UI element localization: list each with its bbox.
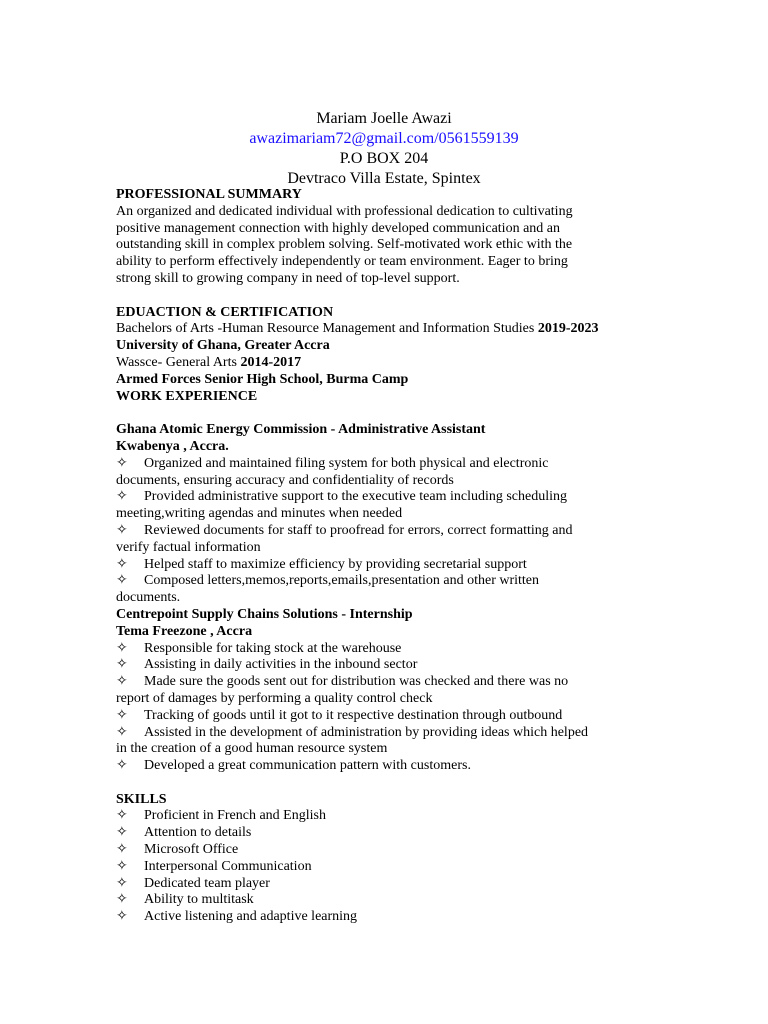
skill-item [116, 909, 656, 926]
summary-line: An organized and dedicated individual with professional dedication to cultivating [116, 203, 573, 219]
education-heading: EDUACTION & CERTIFICATION [116, 304, 334, 320]
bullet-text: Organized and maintained filing system for both physical and electronic [144, 455, 549, 471]
bullet-item [116, 573, 656, 590]
bullet-text: Made sure the goods sent out for distribution was checked and there was no [144, 674, 569, 690]
diamond-bullet-icon: ✧ [116, 640, 128, 656]
skill-text: Active listening and adaptive learning [144, 909, 358, 925]
skills-list [116, 808, 656, 926]
contact-email-phone[interactable]: awazimariam72@gmail.com/0561559139 [249, 130, 519, 147]
job-location: Tema Freezone , Accra [116, 623, 253, 639]
bullet-item [116, 641, 656, 658]
bullet-text: Tracking of goods until it got to it respective destination through outbound [144, 707, 563, 723]
job-location: Kwabenya , Accra. [116, 438, 229, 454]
skill-text: Attention to details [144, 825, 252, 841]
summary-line: strong skill to growing company in need of top-level support. [116, 270, 460, 286]
bullet-item [116, 657, 656, 674]
bullet-continuation: in the creation of a good human resource system [116, 741, 388, 757]
bullet-continuation: report of damages by performing a quality control check [116, 690, 433, 706]
bullet-item [116, 725, 656, 742]
diamond-bullet-icon: ✧ [116, 674, 128, 690]
bullet-text: Helped staff to maximize efficiency by providing secretarial support [144, 556, 527, 572]
bullet-item [116, 456, 656, 473]
diamond-bullet-icon: ✧ [116, 573, 128, 589]
job-bullets [116, 456, 656, 607]
bullet-continuation: documents. [116, 590, 181, 606]
skill-item [116, 842, 656, 859]
job-title: Ghana Atomic Energy Commission - Administrative Assistant [116, 422, 486, 438]
bullet-continuation: documents, ensuring accuracy and confidentiality of records [116, 472, 454, 488]
bullet-text: Assisting in daily activities in the inbound sector [144, 657, 418, 673]
diamond-bullet-icon: ✧ [116, 657, 128, 673]
degree-text: Bachelors of Arts -Human Resource Management and Information Studies [116, 321, 538, 337]
bullet-text: Reviewed documents for staff to proofread for errors, correct formatting and [144, 522, 573, 538]
bullet-text: Responsible for taking stock at the warehouse [144, 640, 402, 656]
bullet-continuation: meeting,writing agendas and minutes when needed [116, 506, 403, 522]
degree-line [116, 321, 656, 338]
skill-item [116, 876, 656, 893]
bullet-item [116, 674, 656, 691]
spacer [116, 775, 656, 792]
bullet-text: Provided administrative support to the executive team including scheduling [144, 489, 568, 505]
skill-text: Ability to multitask [144, 892, 254, 908]
diamond-bullet-icon: ✧ [116, 455, 128, 471]
bullet-text: Assisted in the development of administration by providing ideas which helped [144, 724, 589, 740]
wassce-line [116, 355, 656, 372]
skill-text: Microsoft Office [144, 842, 239, 858]
bullet-item [116, 489, 656, 506]
summary-heading: PROFESSIONAL SUMMARY [116, 187, 302, 202]
bullet-continuation: verify factual information [116, 539, 261, 555]
skill-item [116, 892, 656, 909]
summary-line: ability to perform effectively independently or team environment. Eager to bring [116, 254, 568, 270]
skill-text: Interpersonal Communication [144, 858, 312, 874]
wassce-text: Wassce- General Arts [116, 354, 241, 370]
bullet-text: Developed a great communication pattern with customers. [144, 758, 471, 774]
work-heading: WORK EXPERIENCE [116, 388, 258, 404]
diamond-bullet-icon: ✧ [116, 758, 128, 774]
summary-line: outstanding skill in complex problem solving. Self-motivated work ethic with the [116, 237, 573, 253]
wassce-years: 2014-2017 [240, 354, 302, 370]
degree-years: 2019-2023 [537, 321, 599, 337]
skill-text: Dedicated team player [144, 875, 270, 891]
bullet-item [116, 758, 656, 775]
diamond-bullet-icon: ✧ [116, 522, 128, 538]
skill-item [116, 808, 656, 825]
bullet-item [116, 557, 656, 574]
university-line: University of Ghana, Greater Accra [116, 338, 330, 354]
applicant-name: Mariam Joelle Awazi [316, 110, 452, 127]
diamond-bullet-icon: ✧ [116, 825, 128, 841]
skill-text: Proficient in French and English [144, 808, 326, 824]
diamond-bullet-icon: ✧ [116, 707, 128, 723]
resume-body [116, 187, 656, 926]
diamond-bullet-icon: ✧ [116, 909, 128, 925]
diamond-bullet-icon: ✧ [116, 556, 128, 572]
diamond-bullet-icon: ✧ [116, 842, 128, 858]
skill-item [116, 859, 656, 876]
bullet-item [116, 708, 656, 725]
summary-text [116, 204, 656, 288]
address: Devtraco Villa Estate, Spintex [287, 170, 481, 187]
diamond-bullet-icon: ✧ [116, 724, 128, 740]
skill-item [116, 825, 656, 842]
job-title: Centrepoint Supply Chains Solutions - Internship [116, 606, 413, 622]
diamond-bullet-icon: ✧ [116, 808, 128, 824]
skills-heading: SKILLS [116, 791, 167, 807]
summary-line: positive management connection with highly developed communication and an [116, 220, 560, 236]
bullet-text: Composed letters,memos,reports,emails,presentation and other written [144, 573, 540, 589]
bullet-item [116, 523, 656, 540]
diamond-bullet-icon: ✧ [116, 489, 128, 505]
school-line: Armed Forces Senior High School, Burma Camp [116, 371, 409, 387]
po-box: P.O BOX 204 [339, 150, 429, 167]
diamond-bullet-icon: ✧ [116, 875, 128, 891]
spacer [116, 288, 656, 305]
diamond-bullet-icon: ✧ [116, 858, 128, 874]
job-bullets [116, 641, 656, 775]
spacer [116, 405, 656, 422]
diamond-bullet-icon: ✧ [116, 892, 128, 908]
